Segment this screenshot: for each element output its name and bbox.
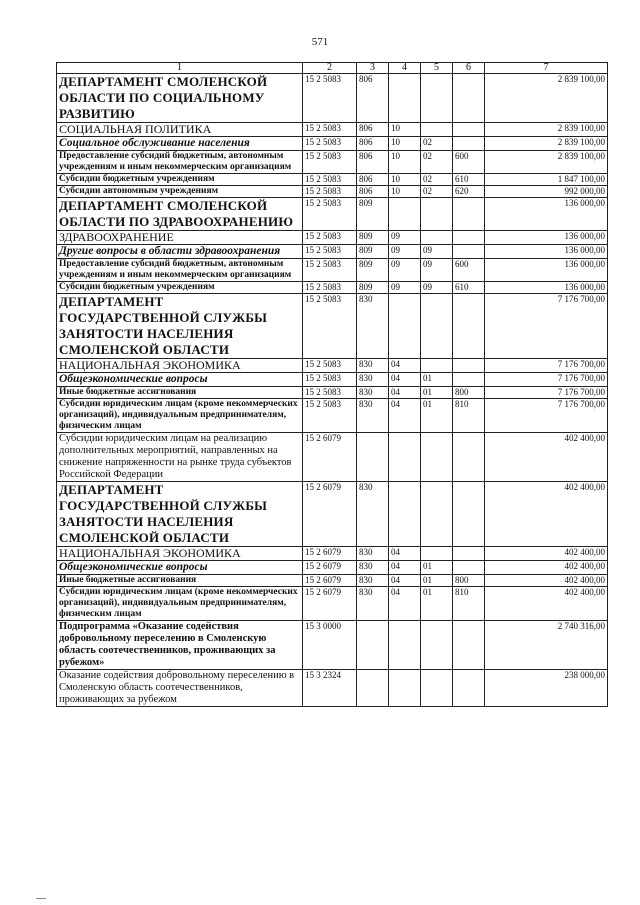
row-code-cell <box>421 74 453 123</box>
row-code-cell: 15 2 5083 <box>303 282 357 294</box>
row-code-cell <box>389 198 421 231</box>
row-amount-cell: 402 400,00 <box>485 547 608 561</box>
row-amount-cell: 2 839 100,00 <box>485 137 608 151</box>
row-name-cell: Иные бюджетные ассигнования <box>57 387 303 399</box>
row-amount-cell: 2 839 100,00 <box>485 74 608 123</box>
header-cell: 3 <box>357 63 389 74</box>
row-code-cell: 10 <box>389 123 421 137</box>
row-name-cell: Социальное обслуживание населения <box>57 137 303 151</box>
table-row <box>57 482 608 547</box>
row-code-cell: 10 <box>389 151 421 174</box>
row-code-cell <box>389 74 421 123</box>
row-amount-cell: 7 176 700,00 <box>485 387 608 399</box>
table-row <box>57 259 608 282</box>
row-code-cell: 15 2 5083 <box>303 259 357 282</box>
row-code-cell: 830 <box>357 561 389 575</box>
row-name-cell: Предоставление субсидий бюджетным, автономным учреждениям и иным некоммерческим организациям <box>57 151 303 174</box>
row-name-cell: Субсидии бюджетным учреждениям <box>57 282 303 294</box>
row-code-cell: 806 <box>357 74 389 123</box>
row-code-cell <box>453 482 485 547</box>
header-cell: 2 <box>303 63 357 74</box>
table-row <box>57 151 608 174</box>
row-code-cell <box>421 621 453 670</box>
row-code-cell: 830 <box>357 294 389 359</box>
row-code-cell <box>453 74 485 123</box>
header-cell: 6 <box>453 63 485 74</box>
row-amount-cell: 7 176 700,00 <box>485 399 608 433</box>
row-code-cell: 806 <box>357 151 389 174</box>
row-name-cell: Субсидии юридическим лицам на реализацию дополнительных мероприятий, направленных на снижение напряженности на рынке труда субъектов Российской Федерации <box>57 433 303 482</box>
table-row <box>57 670 608 707</box>
row-code-cell: 02 <box>421 186 453 198</box>
row-name-cell: ДЕПАРТАМЕНТ СМОЛЕНСКОЙ ОБЛАСТИ ПО СОЦИАЛЬНОМУ РАЗВИТИЮ <box>57 74 303 123</box>
row-code-cell: 830 <box>357 399 389 433</box>
row-code-cell <box>389 482 421 547</box>
table-row <box>57 547 608 561</box>
row-code-cell: 04 <box>389 387 421 399</box>
table-row <box>57 198 608 231</box>
row-code-cell: 15 2 5083 <box>303 123 357 137</box>
row-amount-cell: 402 400,00 <box>485 575 608 587</box>
row-code-cell: 830 <box>357 547 389 561</box>
row-code-cell <box>421 231 453 245</box>
row-code-cell <box>453 198 485 231</box>
row-code-cell: 15 2 5083 <box>303 74 357 123</box>
row-code-cell: 10 <box>389 174 421 186</box>
row-code-cell: 02 <box>421 174 453 186</box>
row-code-cell <box>357 621 389 670</box>
scan-mark <box>36 898 46 899</box>
row-code-cell <box>453 621 485 670</box>
row-code-cell: 809 <box>357 245 389 259</box>
row-amount-cell: 136 000,00 <box>485 198 608 231</box>
row-code-cell: 830 <box>357 359 389 373</box>
row-code-cell <box>421 198 453 231</box>
row-code-cell: 15 2 5083 <box>303 245 357 259</box>
row-amount-cell: 2 839 100,00 <box>485 151 608 174</box>
row-code-cell: 15 2 5083 <box>303 387 357 399</box>
row-name-cell: Субсидии бюджетным учреждениям <box>57 174 303 186</box>
table-row <box>57 359 608 373</box>
header-cell: 5 <box>421 63 453 74</box>
row-name-cell: ДЕПАРТАМЕНТ ГОСУДАРСТВЕННОЙ СЛУЖБЫ ЗАНЯТОСТИ НАСЕЛЕНИЯ СМОЛЕНСКОЙ ОБЛАСТИ <box>57 294 303 359</box>
row-code-cell: 02 <box>421 137 453 151</box>
row-code-cell: 15 2 6079 <box>303 547 357 561</box>
row-code-cell <box>357 670 389 707</box>
budget-table <box>56 62 608 707</box>
row-code-cell: 04 <box>389 561 421 575</box>
row-code-cell: 02 <box>421 151 453 174</box>
row-code-cell <box>389 294 421 359</box>
row-name-cell: ДЕПАРТАМЕНТ ГОСУДАРСТВЕННОЙ СЛУЖБЫ ЗАНЯТОСТИ НАСЕЛЕНИЯ СМОЛЕНСКОЙ ОБЛАСТИ <box>57 482 303 547</box>
row-code-cell <box>421 294 453 359</box>
row-code-cell: 806 <box>357 137 389 151</box>
row-code-cell: 610 <box>453 282 485 294</box>
row-code-cell: 01 <box>421 387 453 399</box>
table-row <box>57 399 608 433</box>
row-code-cell: 800 <box>453 387 485 399</box>
row-name-cell: ДЕПАРТАМЕНТ СМОЛЕНСКОЙ ОБЛАСТИ ПО ЗДРАВООХРАНЕНИЮ <box>57 198 303 231</box>
row-code-cell: 15 2 6079 <box>303 587 357 621</box>
row-name-cell: НАЦИОНАЛЬНАЯ ЭКОНОМИКА <box>57 547 303 561</box>
row-code-cell <box>453 433 485 482</box>
row-code-cell: 830 <box>357 587 389 621</box>
row-code-cell: 15 2 6079 <box>303 482 357 547</box>
row-code-cell: 620 <box>453 186 485 198</box>
table-row <box>57 282 608 294</box>
row-code-cell <box>453 294 485 359</box>
row-name-cell: Иные бюджетные ассигнования <box>57 575 303 587</box>
row-name-cell: Общеэкономические вопросы <box>57 561 303 575</box>
table-row <box>57 575 608 587</box>
row-amount-cell: 2 839 100,00 <box>485 123 608 137</box>
header-row <box>57 63 608 74</box>
row-code-cell: 15 2 6079 <box>303 561 357 575</box>
row-code-cell: 10 <box>389 186 421 198</box>
row-code-cell: 830 <box>357 575 389 587</box>
row-name-cell: Подпрограмма «Оказание содействия добровольному переселению в Смоленскую область соотечественников, проживающих за рубежом» <box>57 621 303 670</box>
table-row <box>57 231 608 245</box>
row-amount-cell: 402 400,00 <box>485 433 608 482</box>
row-code-cell <box>453 561 485 575</box>
row-code-cell: 830 <box>357 482 389 547</box>
row-code-cell <box>453 245 485 259</box>
row-code-cell <box>421 433 453 482</box>
table-row <box>57 137 608 151</box>
row-code-cell: 09 <box>389 259 421 282</box>
row-code-cell <box>453 670 485 707</box>
header-cell: 1 <box>57 63 303 74</box>
row-name-cell: Субсидии юридическим лицам (кроме некоммерческих организаций), индивидуальным предпринимателям, физическим лицам <box>57 587 303 621</box>
row-code-cell: 15 2 5083 <box>303 174 357 186</box>
header-cell: 7 <box>485 63 608 74</box>
row-code-cell <box>453 359 485 373</box>
row-code-cell: 15 2 5083 <box>303 399 357 433</box>
table-row <box>57 74 608 123</box>
row-name-cell: ЗДРАВООХРАНЕНИЕ <box>57 231 303 245</box>
row-code-cell: 810 <box>453 399 485 433</box>
row-code-cell: 830 <box>357 387 389 399</box>
row-code-cell: 09 <box>421 245 453 259</box>
row-amount-cell: 402 400,00 <box>485 482 608 547</box>
row-amount-cell: 992 000,00 <box>485 186 608 198</box>
row-amount-cell: 7 176 700,00 <box>485 373 608 387</box>
row-amount-cell: 136 000,00 <box>485 282 608 294</box>
table-row <box>57 621 608 670</box>
row-code-cell: 04 <box>389 373 421 387</box>
row-code-cell: 01 <box>421 399 453 433</box>
row-code-cell <box>453 123 485 137</box>
table-row <box>57 387 608 399</box>
row-code-cell: 15 2 5083 <box>303 186 357 198</box>
row-code-cell: 15 3 2324 <box>303 670 357 707</box>
row-code-cell: 15 2 5083 <box>303 359 357 373</box>
row-name-cell: Предоставление субсидий бюджетным, автономным учреждениям и иным некоммерческим организациям <box>57 259 303 282</box>
row-code-cell: 600 <box>453 259 485 282</box>
row-code-cell: 15 2 5083 <box>303 198 357 231</box>
table-row <box>57 587 608 621</box>
row-code-cell: 809 <box>357 198 389 231</box>
row-code-cell <box>421 123 453 137</box>
row-code-cell: 04 <box>389 587 421 621</box>
row-code-cell: 01 <box>421 373 453 387</box>
row-code-cell <box>453 137 485 151</box>
row-amount-cell: 136 000,00 <box>485 259 608 282</box>
row-code-cell: 806 <box>357 174 389 186</box>
row-code-cell: 09 <box>389 282 421 294</box>
row-code-cell: 15 2 5083 <box>303 373 357 387</box>
row-code-cell: 809 <box>357 259 389 282</box>
table-row <box>57 433 608 482</box>
row-code-cell: 810 <box>453 587 485 621</box>
row-amount-cell: 402 400,00 <box>485 561 608 575</box>
row-amount-cell: 7 176 700,00 <box>485 294 608 359</box>
row-code-cell <box>421 670 453 707</box>
row-amount-cell: 238 000,00 <box>485 670 608 707</box>
row-amount-cell: 402 400,00 <box>485 587 608 621</box>
row-code-cell <box>453 547 485 561</box>
row-name-cell: СОЦИАЛЬНАЯ ПОЛИТИКА <box>57 123 303 137</box>
row-code-cell: 809 <box>357 231 389 245</box>
row-amount-cell: 7 176 700,00 <box>485 359 608 373</box>
row-code-cell: 04 <box>389 575 421 587</box>
row-code-cell: 09 <box>389 231 421 245</box>
row-name-cell: Общеэкономические вопросы <box>57 373 303 387</box>
row-amount-cell: 1 847 100,00 <box>485 174 608 186</box>
row-code-cell: 830 <box>357 373 389 387</box>
row-code-cell: 15 2 6079 <box>303 575 357 587</box>
row-amount-cell: 136 000,00 <box>485 231 608 245</box>
row-code-cell: 15 2 5083 <box>303 294 357 359</box>
row-name-cell: Субсидии автономным учреждениям <box>57 186 303 198</box>
row-name-cell: Оказание содействия добровольному переселению в Смоленскую область соотечественников, проживающих за рубежом <box>57 670 303 707</box>
row-code-cell: 600 <box>453 151 485 174</box>
row-code-cell <box>421 482 453 547</box>
row-code-cell <box>453 231 485 245</box>
row-code-cell: 806 <box>357 186 389 198</box>
row-code-cell <box>421 547 453 561</box>
row-code-cell: 10 <box>389 137 421 151</box>
table-row <box>57 174 608 186</box>
row-code-cell: 09 <box>389 245 421 259</box>
row-code-cell: 01 <box>421 561 453 575</box>
table-row <box>57 373 608 387</box>
row-code-cell <box>389 433 421 482</box>
row-code-cell <box>389 621 421 670</box>
row-code-cell: 15 2 5083 <box>303 137 357 151</box>
header-cell: 4 <box>389 63 421 74</box>
row-code-cell: 04 <box>389 359 421 373</box>
row-code-cell: 09 <box>421 282 453 294</box>
row-name-cell: Субсидии юридическим лицам (кроме некоммерческих организаций), индивидуальным предпринимателям, физическим лицам <box>57 399 303 433</box>
table-row <box>57 245 608 259</box>
row-amount-cell: 136 000,00 <box>485 245 608 259</box>
row-code-cell: 15 2 5083 <box>303 151 357 174</box>
page-number: 571 <box>311 36 329 48</box>
row-code-cell <box>453 373 485 387</box>
table-row <box>57 561 608 575</box>
row-name-cell: Другие вопросы в области здравоохранения <box>57 245 303 259</box>
row-code-cell: 806 <box>357 123 389 137</box>
row-code-cell <box>421 359 453 373</box>
row-code-cell: 15 3 0000 <box>303 621 357 670</box>
row-code-cell: 800 <box>453 575 485 587</box>
table-row <box>57 123 608 137</box>
row-code-cell: 809 <box>357 282 389 294</box>
row-amount-cell: 2 740 316,00 <box>485 621 608 670</box>
row-code-cell: 15 2 6079 <box>303 433 357 482</box>
row-code-cell <box>357 433 389 482</box>
row-code-cell: 15 2 5083 <box>303 231 357 245</box>
row-code-cell: 610 <box>453 174 485 186</box>
table-row <box>57 186 608 198</box>
row-code-cell: 04 <box>389 547 421 561</box>
row-code-cell: 01 <box>421 575 453 587</box>
row-name-cell: НАЦИОНАЛЬНАЯ ЭКОНОМИКА <box>57 359 303 373</box>
row-code-cell: 01 <box>421 587 453 621</box>
row-code-cell: 04 <box>389 399 421 433</box>
table-row <box>57 294 608 359</box>
row-code-cell: 09 <box>421 259 453 282</box>
row-code-cell <box>389 670 421 707</box>
